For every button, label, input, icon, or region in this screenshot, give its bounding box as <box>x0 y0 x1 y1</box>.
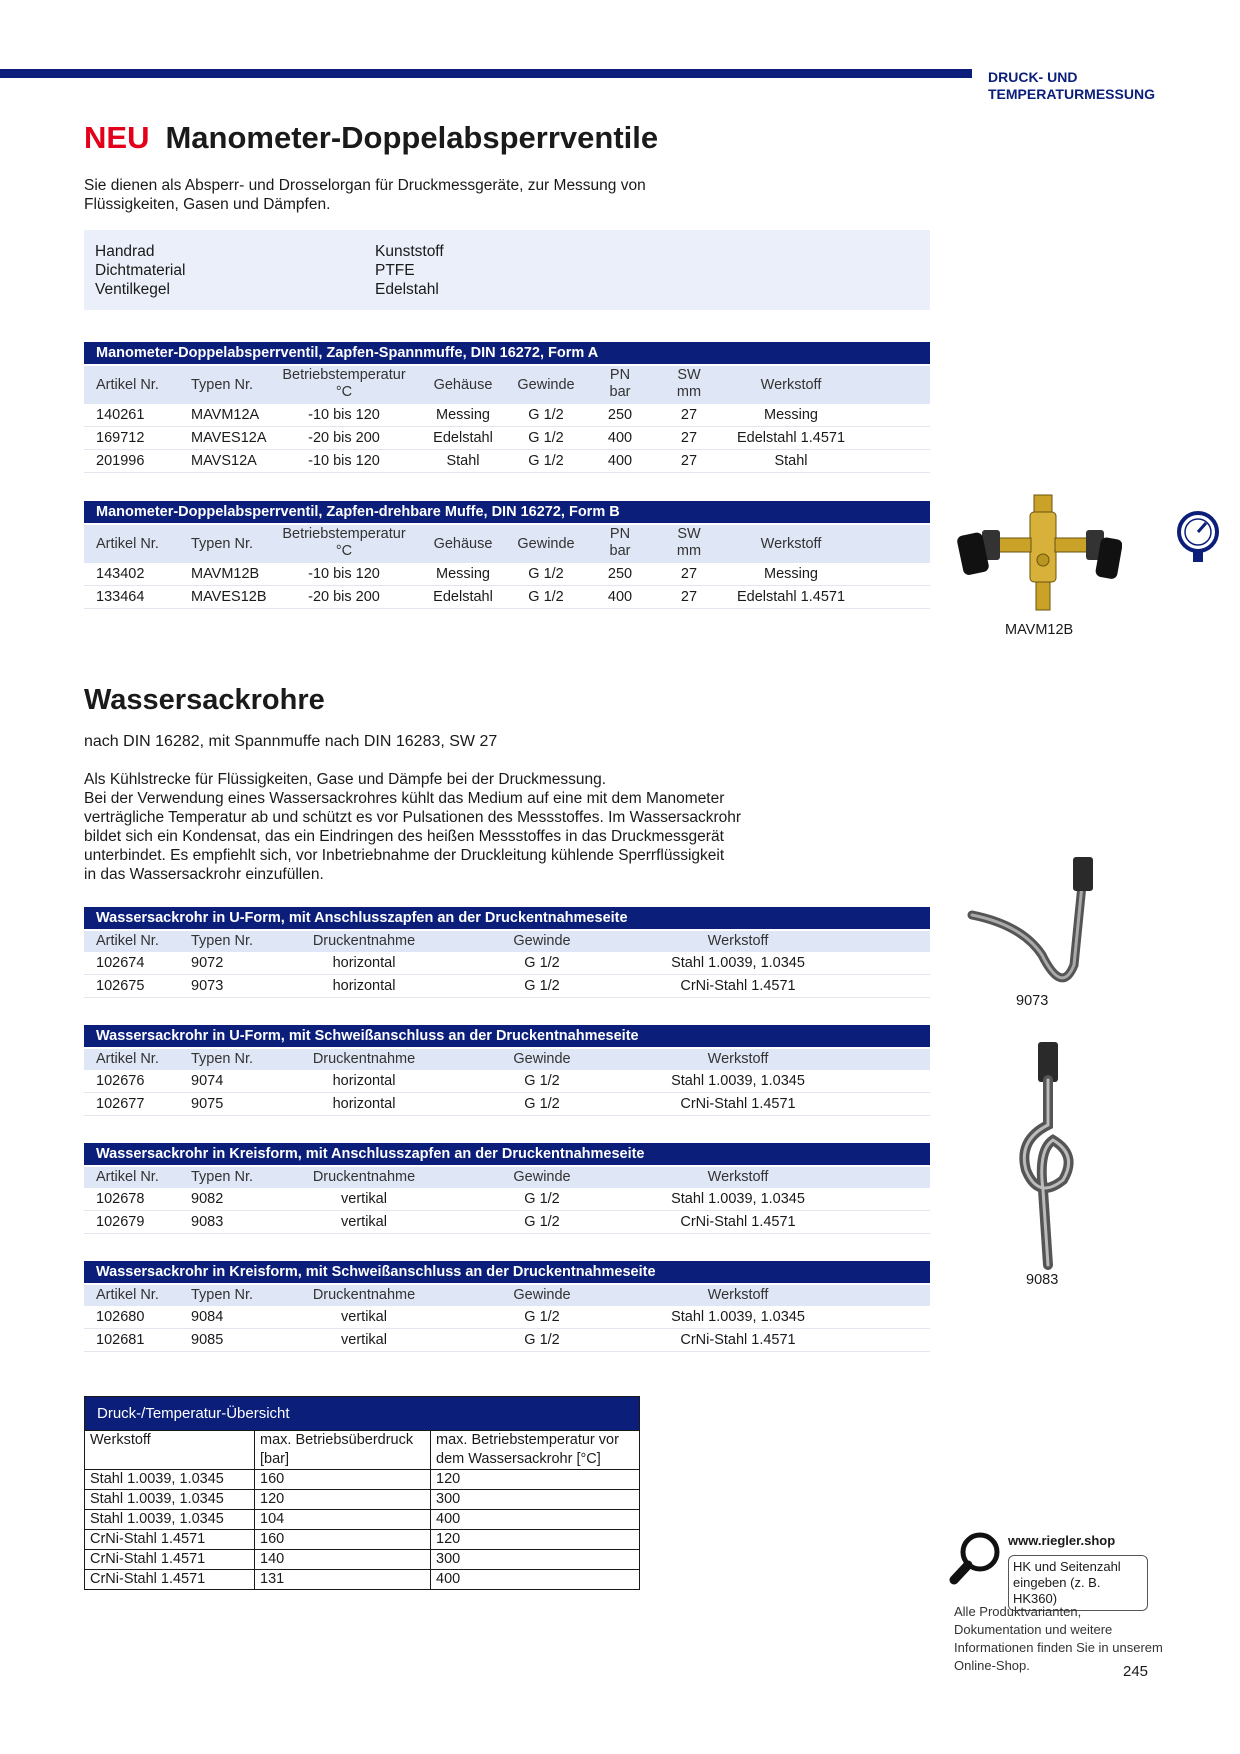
table-cell: G 1/2 <box>524 1214 560 1230</box>
table-cell: 102676 <box>96 1073 145 1089</box>
table-cell: MAVM12B <box>191 566 260 582</box>
table-cell: 102679 <box>96 1214 145 1230</box>
pipe-table-title: Wassersackrohr in U-Form, mit Anschlusszapfen an der Druckentnahmeseite <box>84 907 930 929</box>
column-header-line: Betriebstemperatur <box>282 526 406 542</box>
table-cell: MAVM12A <box>191 407 260 423</box>
table-cell: 27 <box>680 453 698 469</box>
pipe-table <box>84 907 930 998</box>
table-cell: 27 <box>680 407 698 423</box>
pipe-table <box>84 1025 930 1116</box>
property-value: Kunststoff <box>375 243 444 260</box>
table-cell: Stahl 1.0039, 1.0345 <box>671 1191 805 1207</box>
table-cell: horizontal <box>332 955 396 971</box>
column-header: Artikel Nr. <box>96 1051 159 1067</box>
table-row <box>84 1306 930 1329</box>
section-subtitle: nach DIN 16282, mit Spannmuffe nach DIN 16283, SW 27 <box>84 733 498 750</box>
new-badge: NEU <box>84 120 150 155</box>
table-cell: 250 <box>607 566 633 582</box>
column-header-line: bar <box>609 384 631 400</box>
table-cell: -10 bis 120 <box>308 407 380 423</box>
table-cell: vertikal <box>341 1214 387 1230</box>
overview-cell: CrNi-Stahl 1.4571 <box>85 1530 255 1549</box>
overview-header-cell: max. Betriebstemperatur vor dem Wassersackrohr [°C] <box>436 1432 619 1467</box>
table-cell: 9072 <box>191 955 224 971</box>
table-cell: Stahl 1.0039, 1.0345 <box>671 1073 805 1089</box>
table-cell: 201996 <box>96 453 145 469</box>
table-cell: 102681 <box>96 1332 145 1348</box>
table-cell: 250 <box>607 407 633 423</box>
ring-pipe-image <box>1008 1040 1088 1275</box>
property-row <box>95 280 439 299</box>
shop-url-link[interactable]: www.riegler.shop <box>1008 1533 1116 1548</box>
table-cell: 102680 <box>96 1309 145 1325</box>
overview-row <box>85 1529 639 1549</box>
table-cell: Messing <box>764 407 818 423</box>
table-cell: -20 bis 200 <box>308 430 380 446</box>
table-cell: CrNi-Stahl 1.4571 <box>680 1332 796 1348</box>
table-row <box>84 563 930 586</box>
overview-cell: 400 <box>436 1511 461 1527</box>
column-header: Gehäuse <box>433 536 493 552</box>
overview-cell: CrNi-Stahl 1.4571 <box>85 1550 255 1569</box>
table-cell: Messing <box>436 407 490 423</box>
table-cell: vertikal <box>341 1332 387 1348</box>
property-row <box>95 242 444 261</box>
column-header <box>677 367 701 401</box>
column-header: Gewinde <box>513 933 571 949</box>
valve-table-columns <box>84 364 930 404</box>
pipe-table-columns <box>84 1165 930 1188</box>
overview-cell: 160 <box>255 1530 431 1549</box>
overview-cell: 300 <box>436 1551 461 1567</box>
pipe-table-columns <box>84 1047 930 1070</box>
column-header-line: SW <box>677 367 701 383</box>
overview-cell: 120 <box>436 1471 461 1487</box>
valve-table <box>84 342 930 473</box>
table-row <box>84 952 930 975</box>
overview-cell: CrNi-Stahl 1.4571 <box>85 1570 255 1589</box>
section-title-line2: TEMPERATURMESSUNG <box>988 86 1155 102</box>
valve-image <box>952 490 1122 620</box>
overview-row <box>85 1469 639 1489</box>
overview-header-row <box>85 1430 639 1469</box>
table-cell: 9085 <box>191 1332 224 1348</box>
table-cell: Edelstahl 1.4571 <box>736 589 846 605</box>
column-header-line: bar <box>609 543 631 559</box>
table-cell: G 1/2 <box>524 1073 560 1089</box>
property-key: Handrad <box>95 243 155 260</box>
page-number: 245 <box>1123 1663 1149 1680</box>
table-cell: 102677 <box>96 1096 145 1112</box>
column-header: Druckentnahme <box>312 933 416 949</box>
column-header: Werkstoff <box>707 1169 769 1185</box>
table-cell: -10 bis 120 <box>308 453 380 469</box>
table-cell: G 1/2 <box>524 1096 560 1112</box>
valve-table-title: Manometer-Doppelabsperrventil, Zapfen-drehbare Muffe, DIN 16272, Form B <box>84 501 930 523</box>
column-header: Gewinde <box>517 536 575 552</box>
description-line: Bei der Verwendung eines Wassersackrohres kühlt das Medium auf eine mit dem Manometer <box>84 790 725 807</box>
column-header <box>282 367 405 401</box>
overview-cell: 400 <box>436 1571 461 1587</box>
table-cell: Stahl <box>774 453 808 469</box>
column-header: Druckentnahme <box>312 1169 416 1185</box>
pipe-table-title: Wassersackrohr in U-Form, mit Schweißanschluss an der Druckentnahmeseite <box>84 1025 930 1047</box>
overview-row <box>85 1509 639 1529</box>
pressure-temperature-overview <box>84 1396 640 1590</box>
description-line: bildet sich ein Kondensat, das ein Eindringen des heißen Messstoffes in das Druckmessgerät <box>84 828 724 845</box>
section-title-line1: DRUCK- UND <box>988 69 1078 85</box>
overview-row <box>85 1549 639 1569</box>
column-header: Typen Nr. <box>191 1287 254 1303</box>
column-header: Werkstoff <box>760 536 822 552</box>
overview-cell: Stahl 1.0039, 1.0345 <box>85 1510 255 1529</box>
overview-cell: 120 <box>436 1531 461 1547</box>
table-cell: Edelstahl <box>433 430 493 446</box>
table-cell: Messing <box>764 566 818 582</box>
overview-cell: Stahl 1.0039, 1.0345 <box>85 1470 255 1489</box>
overview-cell: 300 <box>436 1491 461 1507</box>
property-key: Ventilkegel <box>95 281 170 298</box>
table-cell: -20 bis 200 <box>308 589 380 605</box>
property-key: Dichtmaterial <box>95 262 186 279</box>
table-cell: G 1/2 <box>524 978 560 994</box>
column-header-line: PN <box>609 526 631 542</box>
u-pipe-image <box>962 855 1112 1005</box>
table-cell: 102678 <box>96 1191 145 1207</box>
table-cell: Stahl <box>446 453 480 469</box>
table-cell: G 1/2 <box>528 407 564 423</box>
table-cell: G 1/2 <box>528 430 564 446</box>
property-row <box>95 261 415 280</box>
table-cell: MAVS12A <box>191 453 257 469</box>
column-header: Druckentnahme <box>312 1287 416 1303</box>
column-header: Gewinde <box>513 1051 571 1067</box>
column-header: Typen Nr. <box>191 1051 254 1067</box>
page-title-text: Manometer-Doppelabsperrventile <box>165 120 659 155</box>
table-cell: 9073 <box>191 978 224 994</box>
table-cell: 169712 <box>96 430 145 446</box>
page-title <box>84 120 658 156</box>
description-line: Als Kühlstrecke für Flüssigkeiten, Gase und Dämpfe bei der Druckmessung. <box>84 771 607 788</box>
overview-title: Druck-/Temperatur-Übersicht <box>85 1397 639 1430</box>
overview-cell: 120 <box>255 1490 431 1509</box>
column-header: Werkstoff <box>707 933 769 949</box>
ring-pipe-caption: 9083 <box>1026 1272 1059 1288</box>
table-cell: vertikal <box>341 1309 387 1325</box>
overview-row <box>85 1569 639 1589</box>
property-value: Edelstahl <box>375 281 439 298</box>
column-header: Gewinde <box>513 1169 571 1185</box>
column-header-line: Betriebstemperatur <box>282 367 406 383</box>
table-row <box>84 404 930 427</box>
table-cell: horizontal <box>332 1096 396 1112</box>
overview-header-cell: Werkstoff <box>85 1431 255 1469</box>
column-header: Typen Nr. <box>191 377 254 393</box>
section-title <box>988 69 1155 103</box>
column-header-line: °C <box>335 543 353 559</box>
table-cell: 9075 <box>191 1096 224 1112</box>
column-header: Druckentnahme <box>312 1051 416 1067</box>
properties-box <box>84 230 930 310</box>
table-cell: G 1/2 <box>528 566 564 582</box>
column-header: Artikel Nr. <box>96 536 159 552</box>
table-row <box>84 427 930 450</box>
table-cell: Messing <box>436 566 490 582</box>
overview-cell: 160 <box>255 1470 431 1489</box>
table-cell: Edelstahl 1.4571 <box>736 430 846 446</box>
table-row <box>84 1070 930 1093</box>
overview-row <box>85 1489 639 1509</box>
column-header: Typen Nr. <box>191 536 254 552</box>
table-cell: MAVES12A <box>191 430 267 446</box>
column-header: Werkstoff <box>707 1051 769 1067</box>
column-header-line: PN <box>609 367 631 383</box>
table-row <box>84 450 930 473</box>
pipe-table <box>84 1261 930 1352</box>
column-header <box>282 526 405 560</box>
table-row <box>84 586 930 609</box>
shop-note: Alle Produktvarianten, Dokumentation und weitere Informationen finden Sie in unserem Online-Shop. <box>954 1604 1163 1673</box>
column-header-line: °C <box>335 384 353 400</box>
overview-header-cell: max. Betriebsüberdruck [bar] <box>255 1431 431 1469</box>
pipe-table-title: Wassersackrohr in Kreisform, mit Anschlusszapfen an der Druckentnahmeseite <box>84 1143 930 1165</box>
valve-table-title: Manometer-Doppelabsperrventil, Zapfen-Spannmuffe, DIN 16272, Form A <box>84 342 930 364</box>
table-cell: -10 bis 120 <box>308 566 380 582</box>
column-header-line: mm <box>676 384 702 400</box>
description-paragraph <box>84 770 804 884</box>
table-cell: CrNi-Stahl 1.4571 <box>680 978 796 994</box>
overview-cell: 131 <box>255 1570 431 1589</box>
valve-image-caption: MAVM12B <box>1005 622 1074 638</box>
table-cell: 27 <box>680 430 698 446</box>
table-cell: 102674 <box>96 955 145 971</box>
table-cell: 9084 <box>191 1309 224 1325</box>
table-cell: G 1/2 <box>524 1309 560 1325</box>
column-header: Typen Nr. <box>191 933 254 949</box>
table-cell: 400 <box>607 430 633 446</box>
column-header: Werkstoff <box>760 377 822 393</box>
top-rule <box>0 69 972 78</box>
table-cell: G 1/2 <box>528 589 564 605</box>
table-row <box>84 975 930 998</box>
table-cell: horizontal <box>332 1073 396 1089</box>
column-header-line: SW <box>677 526 701 542</box>
column-header: Artikel Nr. <box>96 933 159 949</box>
table-cell: 140261 <box>96 407 145 423</box>
table-cell: 9082 <box>191 1191 224 1207</box>
column-header: Artikel Nr. <box>96 1169 159 1185</box>
table-cell: 27 <box>680 589 698 605</box>
table-row <box>84 1188 930 1211</box>
gauge-icon <box>1176 510 1220 566</box>
column-header: Gewinde <box>513 1287 571 1303</box>
table-cell: Stahl 1.0039, 1.0345 <box>671 955 805 971</box>
table-cell: 9083 <box>191 1214 224 1230</box>
table-cell: Edelstahl <box>433 589 493 605</box>
table-row <box>84 1093 930 1116</box>
pipe-table <box>84 1143 930 1234</box>
property-value: PTFE <box>375 262 415 279</box>
column-header: Artikel Nr. <box>96 377 159 393</box>
table-cell: 400 <box>607 589 633 605</box>
intro-text: Sie dienen als Absperr- und Drosselorgan für Druckmessgeräte, zur Messung von Flüssigkeiten, Gasen und Dämpfen. <box>84 177 646 213</box>
magnifier-icon <box>948 1530 1004 1586</box>
overview-body <box>85 1469 639 1589</box>
column-header: Gewinde <box>517 377 575 393</box>
overview-cell: Stahl 1.0039, 1.0345 <box>85 1490 255 1509</box>
table-cell: G 1/2 <box>524 1191 560 1207</box>
description-line: verträgliche Temperatur ab und schützt es vor Pulsationen des Messstoffes. Im Wassersackrohr <box>84 809 742 826</box>
overview-cell: 140 <box>255 1550 431 1569</box>
table-row <box>84 1329 930 1352</box>
overview-cell: 104 <box>255 1510 431 1529</box>
column-header: Werkstoff <box>707 1287 769 1303</box>
column-header <box>677 526 701 560</box>
valve-table-columns <box>84 523 930 563</box>
table-row <box>84 1211 930 1234</box>
column-header-line: mm <box>676 543 702 559</box>
column-header <box>610 526 631 560</box>
table-cell: 133464 <box>96 589 145 605</box>
table-cell: 143402 <box>96 566 145 582</box>
section-heading: Wassersackrohre <box>84 684 325 716</box>
table-cell: 400 <box>607 453 633 469</box>
u-pipe-caption: 9073 <box>1016 993 1049 1009</box>
table-cell: Stahl 1.0039, 1.0345 <box>671 1309 805 1325</box>
description-line: in das Wassersackrohr einzufüllen. <box>84 866 324 883</box>
shop-search-hint: HK und Seitenzahl eingeben (z. B. HK360) <box>1008 1555 1148 1611</box>
table-cell: CrNi-Stahl 1.4571 <box>680 1096 796 1112</box>
table-cell: 27 <box>680 566 698 582</box>
table-cell: MAVES12B <box>191 589 267 605</box>
column-header: Gehäuse <box>433 377 493 393</box>
table-cell: G 1/2 <box>524 955 560 971</box>
column-header <box>610 367 631 401</box>
valve-table <box>84 501 930 609</box>
table-cell: vertikal <box>341 1191 387 1207</box>
pipe-table-title: Wassersackrohr in Kreisform, mit Schweißanschluss an der Druckentnahmeseite <box>84 1261 930 1283</box>
table-cell: G 1/2 <box>528 453 564 469</box>
table-cell: CrNi-Stahl 1.4571 <box>680 1214 796 1230</box>
table-cell: 9074 <box>191 1073 224 1089</box>
column-header: Artikel Nr. <box>96 1287 159 1303</box>
pipe-table-columns <box>84 1283 930 1306</box>
column-header: Typen Nr. <box>191 1169 254 1185</box>
table-cell: G 1/2 <box>524 1332 560 1348</box>
table-cell: horizontal <box>332 978 396 994</box>
table-cell: 102675 <box>96 978 145 994</box>
description-line: unterbindet. Es empfiehlt sich, vor Inbetriebnahme der Druckleitung kühlende Sperrflüssigkeit <box>84 847 725 864</box>
pipe-table-columns <box>84 929 930 952</box>
